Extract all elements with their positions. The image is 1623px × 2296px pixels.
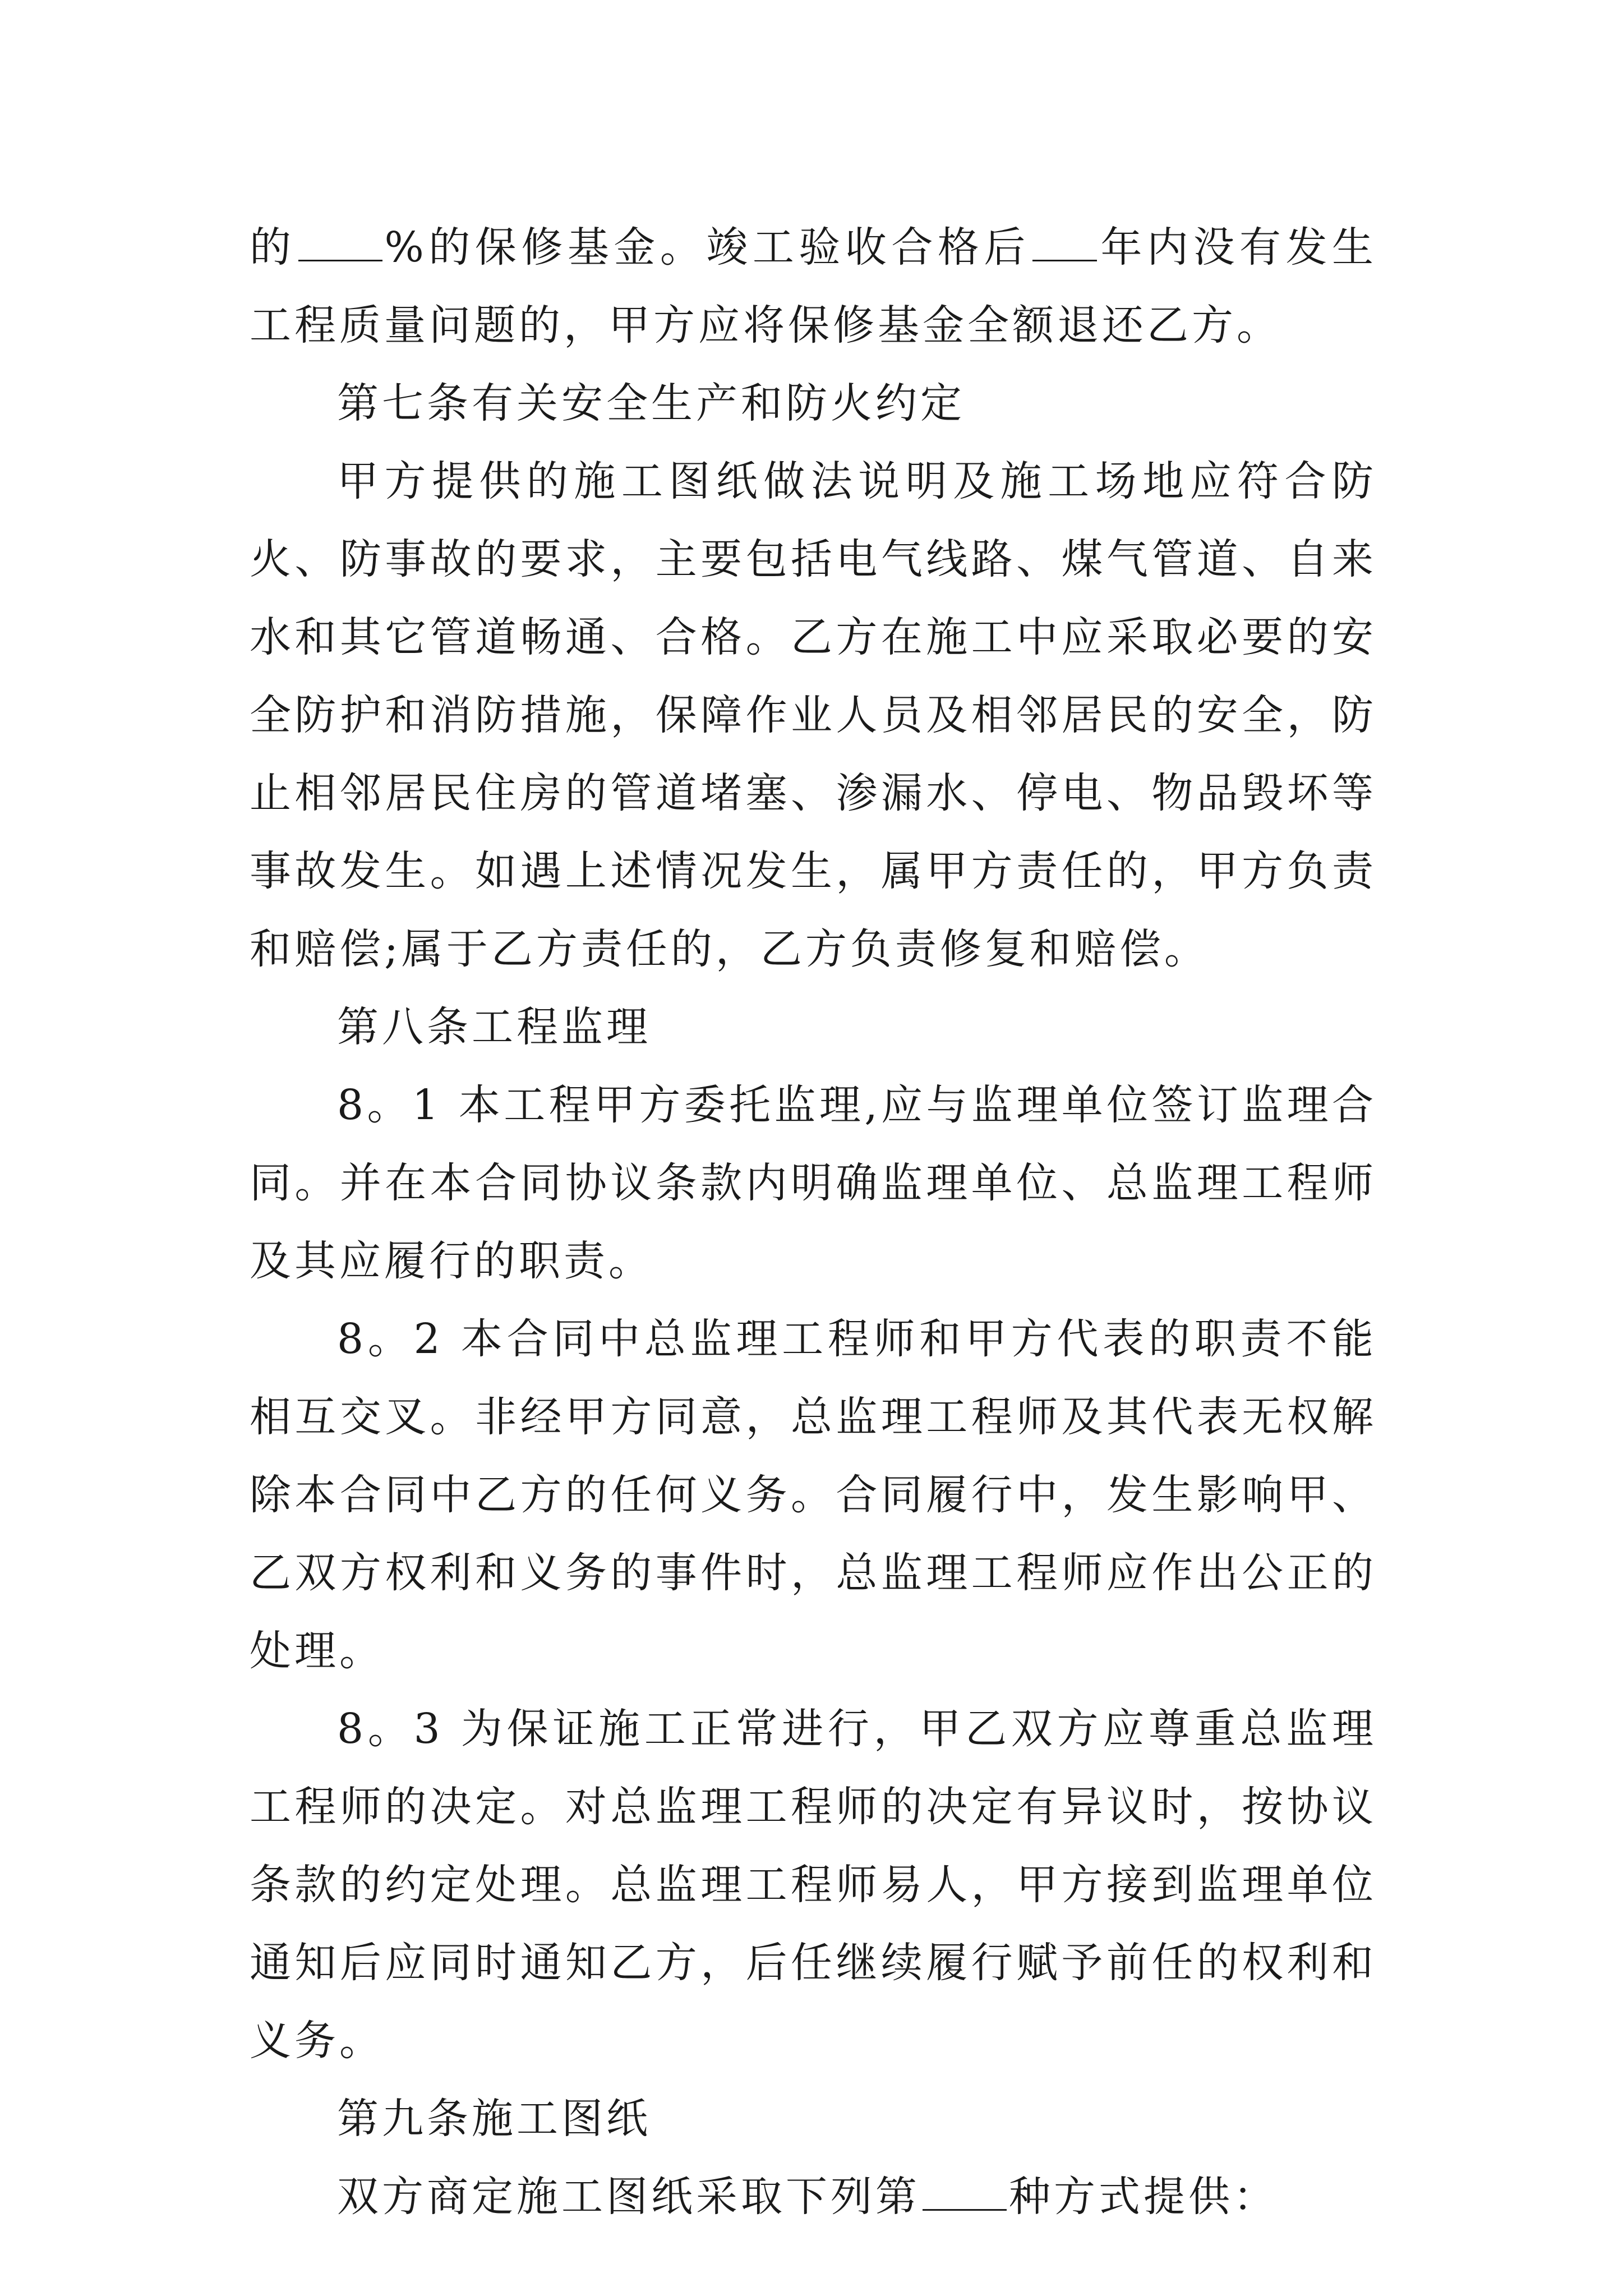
- blank-method-number: [923, 2168, 1007, 2211]
- article-7-title: 第七条有关安全生产和防火约定: [337, 379, 965, 427]
- article-9-title: 第九条施工图纸: [337, 2095, 651, 2143]
- article-8-title: 第八条工程监理: [337, 1003, 651, 1051]
- text-fragment: 种方式提供：: [1009, 2173, 1278, 2221]
- paragraph-warranty-fund: [250, 209, 1377, 365]
- blank-percentage: [298, 218, 382, 261]
- document-body: [250, 209, 1377, 2236]
- text-fragment: 年内没有发生工程质量问题的，甲方应将保修基金全额退还乙方。: [250, 223, 1377, 349]
- text-fragment: %的保修基金。竣工验收合格后: [384, 223, 1030, 272]
- article-9-body: [250, 2158, 1377, 2236]
- text-fragment: 双方商定施工图纸采取下列第: [337, 2173, 920, 2221]
- article-8-3: 8。3 为保证施工正常进行，甲乙双方应尊重总监理工程师的决定。对总监理工程师的决定有异议时，按协议条款的约定处理。总监理工程师易人，甲方接到监理单位通知后应同时通知乙方，后任继续履行赋予前任的权利和义务。: [250, 1705, 1377, 2065]
- blank-years: [1032, 218, 1097, 261]
- article-8-2: 8。2 本合同中总监理工程师和甲方代表的职责不能相互交叉。非经甲方同意，总监理工程师及其代表无权解除本合同中乙方的任何义务。合同履行中，发生影响甲、乙双方权利和义务的事件时，总监理工程师应作出公正的处理。: [250, 1315, 1377, 1675]
- text-fragment: 的: [250, 223, 296, 272]
- article-8-1: 8。1 本工程甲方委托监理,应与监理单位签订监理合同。并在本合同协议条款内明确监理单位、总监理工程师及其应履行的职责。: [250, 1081, 1377, 1285]
- article-7-body: 甲方提供的施工图纸做法说明及施工场地应符合防火、防事故的要求，主要包括电气线路、煤气管道、自来水和其它管道畅通、合格。乙方在施工中应采取必要的安全防护和消防措施，保障作业人员及相邻居民的安全，防止相邻居民住房的管道堵塞、渗漏水、停电、物品毁坏等事故发生。如遇上述情况发生，属甲方责任的，甲方负责和赔偿;属于乙方责任的，乙方负责修复和赔偿。: [250, 457, 1377, 973]
